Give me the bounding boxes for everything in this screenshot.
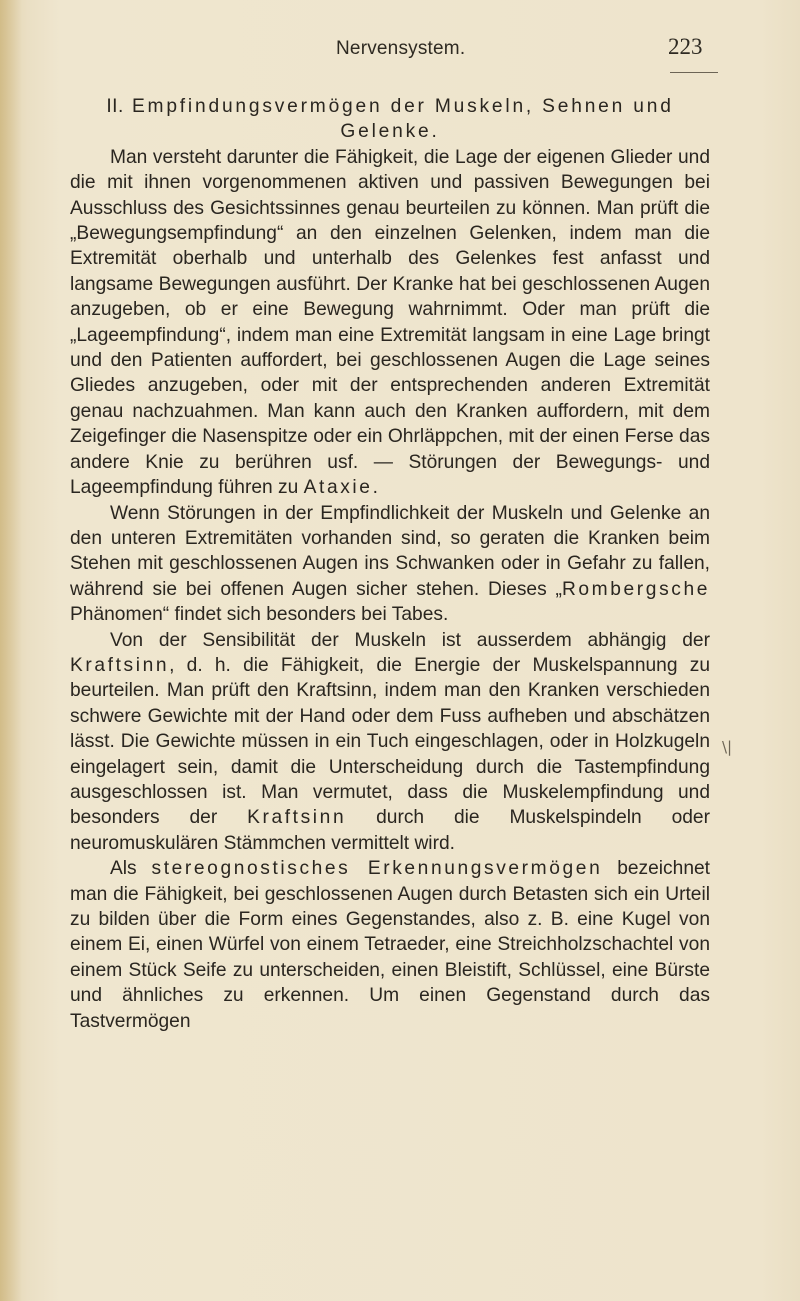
spaced-term-kraftsinn-2: Kraftsinn (247, 807, 347, 829)
section-number: II. (106, 96, 124, 117)
paragraph-text: Man versteht darunter die Fähigkeit, die Lage der eigenen Glieder und die mit ihnen vorgenommenen aktiven und passiven Bewegungen bei Ausschluss des Gesichtssinnes genau beurteilen zu können. Man prüft die „Bewegungsempfindung“ an den einzelnen Gelenken, indem man die Extremität oberhalb und unterhalb des Gelenkes fest anfasst und langsame Bewegungen ausführt. Der Kranke hat bei geschlossenen Augen anzugeben, ob er eine Bewegung wahrnimmt. Oder man prüft die „Lageempfindung“, indem man eine Extremität langsam in eine Lage bringt und den Patienten auffordert, bei geschlossenen Augen die Lage seines Gliedes anzugeben, oder mit der entsprechenden anderen Extremität genau nachzuahmen. Man kann auch den Kranken auffordern, mit dem Zeigefinger die Nasenspitze oder ein Ohrläppchen, mit der einen Ferse das andere Knie zu berühren usf. — Störungen der Bewegungs- und Lageempfindung führen zu (70, 146, 710, 499)
paragraph-text: Als (110, 858, 152, 880)
margin-pencil-mark: \| (722, 738, 733, 756)
spine-shadow (0, 0, 22, 1301)
paragraph-text: bezeichnet man die Fähigkeit, bei geschlossenen Augen durch Betasten sich ein Urteil zu bilden über die Form eines Gegenstandes, also z. B. eine Kugel von einem Ei, einen Würfel von einem Tetraeder, eine Streichholzschachtel von einem Stück Seife zu unterscheiden, einen Bleistift, Schlüssel, eine Bürste und ähnliches zu erkennen. Um einen Gegenstand durch das Tastvermögen (70, 858, 710, 1032)
paragraph-4 (70, 856, 710, 1034)
body-text (70, 94, 710, 1034)
paragraph-text: , d. h. die Fähigkeit, die Energie der Muskelspannung zu beurteilen. Man prüft den Kraftsinn, indem man den Kranken verschieden schwere Gewichte mit der Hand oder dem Fuss aufheben und abschätzen lässt. Die Gewichte müssen in ein Tuch eingeschlagen, oder in Holzkugeln eingelagert sein, damit die Unterscheidung durch die Tastempfindung ausgeschlossen ist. Man vermutet, dass die Muskelempfindung und besonders der (70, 654, 710, 829)
paragraph-text: . (372, 477, 378, 499)
paragraph-3 (70, 628, 710, 857)
spaced-term-ataxie: Ataxie (303, 477, 373, 499)
spaced-term-stereognostisch: stereognostisches Erkennungsvermögen (151, 858, 603, 880)
paragraph-2 (70, 501, 710, 628)
spaced-term-romberg: Rombergsche (561, 578, 710, 600)
section-title: Empfindungsvermögen der Muskeln, Sehnen und Gelenke. (131, 96, 674, 143)
section-heading (70, 94, 710, 145)
paragraph-1 (70, 145, 710, 501)
paragraph-text: Wenn Störungen in der Empfindlichkeit der Muskeln und Gelenke an den unteren Extremitäten vorhanden sind, so geraten die Kranken beim Stehen mit geschlossenen Augen ins Schwanken oder in Gefahr zu fallen, während sie bei offenen Augen sicher stehen. Dieses „ (70, 502, 710, 600)
spaced-term-kraftsinn: Kraftsinn (70, 654, 170, 676)
running-title: Nervensystem. (336, 38, 466, 59)
running-head (0, 34, 800, 74)
header-rule (670, 72, 718, 73)
paragraph-text: Phänomen“ findet sich besonders bei Tabes. (70, 604, 449, 626)
paragraph-text: Von der Sensibilität der Muskeln ist ausserdem abhängig der (110, 629, 710, 651)
page-number: 223 (668, 34, 703, 59)
paragraph-text: durch die Muskelspindeln oder neuromuskulären Stämmchen vermittelt wird. (70, 807, 710, 854)
